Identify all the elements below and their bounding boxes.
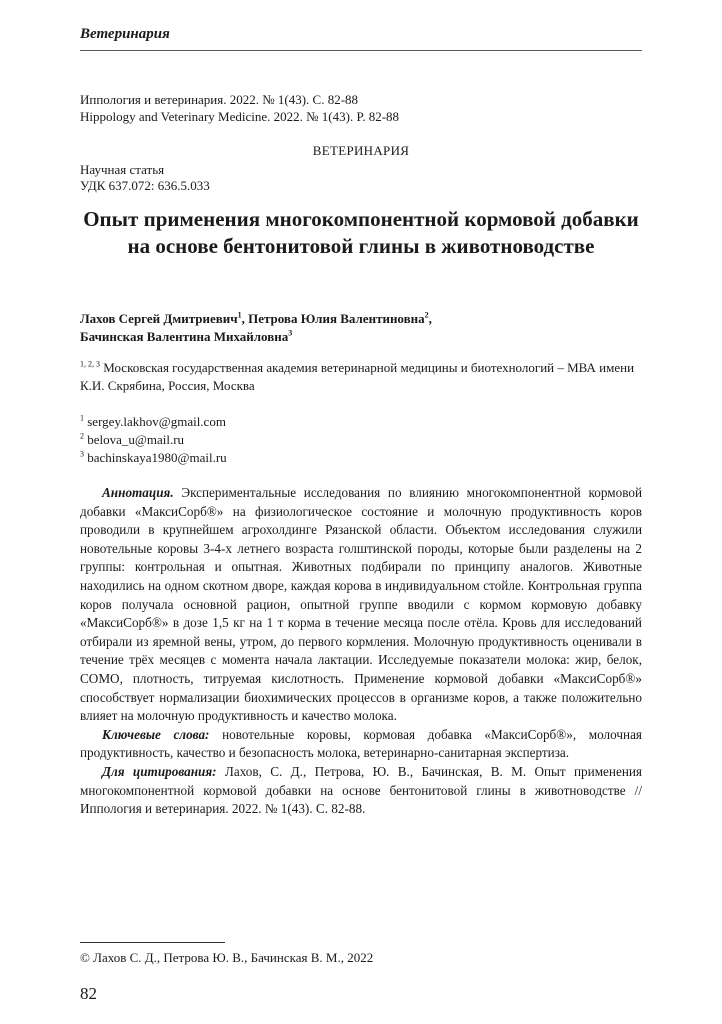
keywords-text: новотельные коровы, кормовая добавка «МаксиСорб®», молочная продуктивность, качество и безопасность молока, ветеринарно-санитарная экспертиза.: [80, 726, 642, 761]
author-sup: 2: [424, 310, 429, 320]
email-item: [80, 449, 227, 467]
authors: [80, 310, 642, 346]
email-link[interactable]: belova_u@mail.ru: [87, 432, 185, 447]
author-name: Бачинская Валентина Михайловна: [80, 329, 289, 344]
author: [248, 311, 432, 326]
email-list: [80, 413, 227, 467]
email-link[interactable]: sergey.lakhov@gmail.com: [87, 414, 226, 429]
article-type: Научная статья: [80, 162, 165, 177]
email-sup: 1: [80, 413, 84, 423]
email-item: [80, 431, 227, 449]
page-number: 82: [80, 984, 97, 1003]
abstract-label: Аннотация.: [102, 485, 174, 500]
email-item: [80, 413, 227, 431]
citation-text: Лахов, С. Д., Петрова, Ю. В., Бачинская, В. М. Опыт применения многокомпонентной кормовой добавки на основе бентонитовой глины в животноводстве // Иппология и ветеринария. 2022. № 1(43). С. 82-88.: [80, 763, 642, 817]
affiliation-text: Московская государственная академия ветеринарной медицины и биотехнологий – МВА имени К.И. Скрябина, Россия, Москва: [80, 360, 635, 393]
article-title: Опыт применения многокомпонентной кормовой добавки на основе бентонитовой глины в животноводстве: [83, 207, 639, 258]
keywords-label: Ключевые слова:: [102, 726, 210, 742]
email-sup: 3: [80, 449, 84, 459]
author-separator: ,: [241, 311, 249, 326]
citation-paragraph: [80, 763, 642, 819]
author-separator: ,: [428, 311, 432, 326]
citation-label: Для цитирования:: [102, 763, 217, 779]
section-header: Ветеринария: [80, 26, 170, 42]
author: [80, 329, 292, 344]
footnote-divider: [80, 942, 225, 943]
author-sup: 3: [288, 328, 293, 338]
author: [80, 311, 248, 326]
affiliation: [80, 359, 642, 395]
keywords-paragraph: [80, 726, 642, 763]
journal-reference-ru: Иппология и ветеринария. 2022. № 1(43). С. 82-88: [80, 92, 359, 107]
abstract-text: Экспериментальные исследования по влиянию многокомпонентной кормовой добавки «МаксиСорб®» на физиологическое состояние и молочную продуктивность коров проводили в крупнейшем агрохолдинге Рязанской области. Объектом исследования служили новотельные коровы 3-4-х летнего возраста голштинской породы, которые были разделены на 2 группы: контрольная и опытная. Животных подбирали по принципу аналогов. Животные находились на одном скотном дворе, каждая корова в индивидуальном стойле. Контрольная группа коров получала основной рацион, опытной группе вводили с кормом кормовую добавку «МаксиСорб®» в дозе 1,5 кг на 1 т корма в течение месяца после отёла. Кровь для исследований отбирали из яремной вены, утром, до первого кормления. Молочную продуктивность оценивали в течение трёх месяцев с момента начала лактации. Исследуемые показатели молока: жир, белок, СОМО, плотность, титруемая кислотность. Применение кормовой добавки «МаксиСорб®» способствует нормализации биохимических процессов в организме коров, а также положительно влияет на молочную продуктивность и качество молока.: [80, 485, 643, 724]
rubric: ВЕТЕРИНАРИЯ: [312, 143, 410, 158]
author-name: Лахов Сергей Дмитриевич: [80, 311, 238, 326]
journal-reference-en: Hippology and Veterinary Medicine. 2022. № 1(43). P. 82-88: [80, 109, 400, 124]
header-divider: [80, 50, 642, 51]
copyright: © Лахов С. Д., Петрова Ю. В., Бачинская В. М., 2022: [80, 950, 374, 965]
email-link[interactable]: bachinskaya1980@mail.ru: [87, 450, 227, 465]
abstract-block: [80, 484, 642, 819]
email-sup: 2: [80, 431, 84, 441]
author-name: Петрова Юлия Валентиновна: [248, 311, 425, 326]
affiliation-sup: 1, 2, 3: [80, 359, 100, 369]
udc-code: УДК 637.072: 636.5.033: [80, 178, 210, 193]
abstract-paragraph: [80, 484, 642, 726]
author-sup: 1: [237, 310, 242, 320]
